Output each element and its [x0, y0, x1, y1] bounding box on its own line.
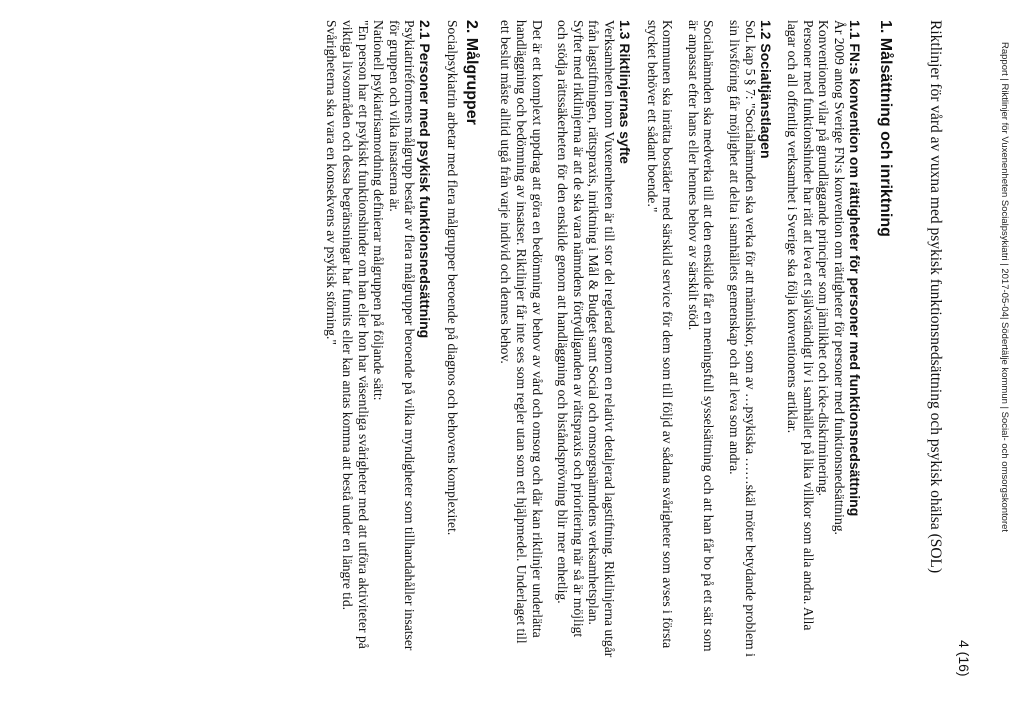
- section-2-heading: 2. Målgrupper: [462, 20, 480, 125]
- paragraph: År 2009 antog Sverige FN:s konvention om rättigheter för personer med funktionsnedsättning.: [832, 20, 847, 535]
- paragraph: Socialpsykiatrin arbetar med flera målgrupper beroende på diagnos och behovens komplexitet.: [444, 20, 460, 536]
- paragraph: Verksamheten inom Vuxenenheten är till stor del reglerad genom en relativt detaljerad lagstiftning. Riktlinjerna utgår från lagstiftningen, rättspraxis, inriktning i Mål & Budget samt Social och omsorgsnämndens verksamhetsplan. Syftet med riktlinjerna är att de ska vara nämndens förtydliganden av rättspraxis och prioritering när så är möjligt och stödja rättssäkerheten för den enskilde genom att handläggning och biståndsprövning blir mer enhetlig.: [555, 20, 618, 658]
- paragraph: Konventionen vilar på grundläggande principer som jämlikhet och icke-diskriminering.: [816, 20, 832, 497]
- section-1-2-heading: 1.2 Socialtjänstlagen: [757, 20, 774, 159]
- paragraph: Kommunen ska inrätta bostäder med särskild service för dem som till följd av sådana svårigheter som avses i första stycket behöver ett sådant boende.": [644, 20, 676, 649]
- section-2-1-heading: 2.1 Personer med psykisk funktionsnedsättning: [417, 20, 434, 339]
- quote-paragraph: "En person har ett psykiskt funktionshinder om han eller hon har väsentliga svårigheter med att utföra aktiviteter på viktiga livsområden och dessa begränsningar har funnits eller kan antas komma att bestå under en längre tid. Svårigheterna ska vara en konsekvens av psykisk störning.": [324, 20, 371, 649]
- document-title: Riktlinjer för vård av vuxna med psykisk funktionsnedsättning och psykisk ohälsa (SOL): [927, 20, 944, 574]
- document-body: [324, 20, 894, 660]
- paragraph: Det är ett komplext uppdrag att göra en bedömning av behov av vård och omsorg och där kan riktlinjer underlätta handläggning och bedömning av insatser. Riktlinjer får inte ses som regler utan som ett hjälpmedel. Underlaget till ett beslut måste alltid utgå från varje individ och dennes behov.: [498, 20, 545, 644]
- paragraph: Socialnämnden ska medverka till att den enskilde får en meningsfull sysselsättning och att han får bo på ett sätt som är anpassat efter hans eller hennes behov av särskilt stöd.: [685, 20, 717, 652]
- running-header: Rapport | Riktlinjer för Vuxenenheten Socialpsykiatri | 2017-05-04| Södertälje kommun | Social- och omsorgskontoret: [999, 42, 1010, 533]
- paragraph: Psykiatriréformens målgrupp består av flera målgrupper beroende på vilka myndigheter som tillhandahåller insatser för gruppen och vilka insatserna är.: [386, 20, 418, 651]
- page-number: 4 (16): [956, 640, 972, 677]
- paragraph: Nationell psykiatrisamordning definierar målgruppen på följande sätt:: [371, 20, 387, 401]
- section-1-1-heading: 1.1 FN:s konvention om rättigheter för personer med funktionsnedsättning: [847, 20, 863, 517]
- paragraph: SoL kap 5 § 7: "Socialnämnden ska verka för att människor, som av …psykiska ……skäl möter betydande problem i sin livsföring får möjlighet att delta i samhällets gemenskap och att leva som andra.: [727, 20, 758, 657]
- paragraph: Personer med funktionshinder har rätt att leva ett självständigt liv i samhället på lika villkor som alla andra. Alla lagar och all offentlig verksamhet i Sverige ska följa konventionens artiklar.: [785, 20, 816, 631]
- section-1-3-heading: 1.3 Riktlinjernas syfte: [617, 20, 634, 164]
- section-1-heading: 1. Målsättning och inriktning: [877, 20, 894, 237]
